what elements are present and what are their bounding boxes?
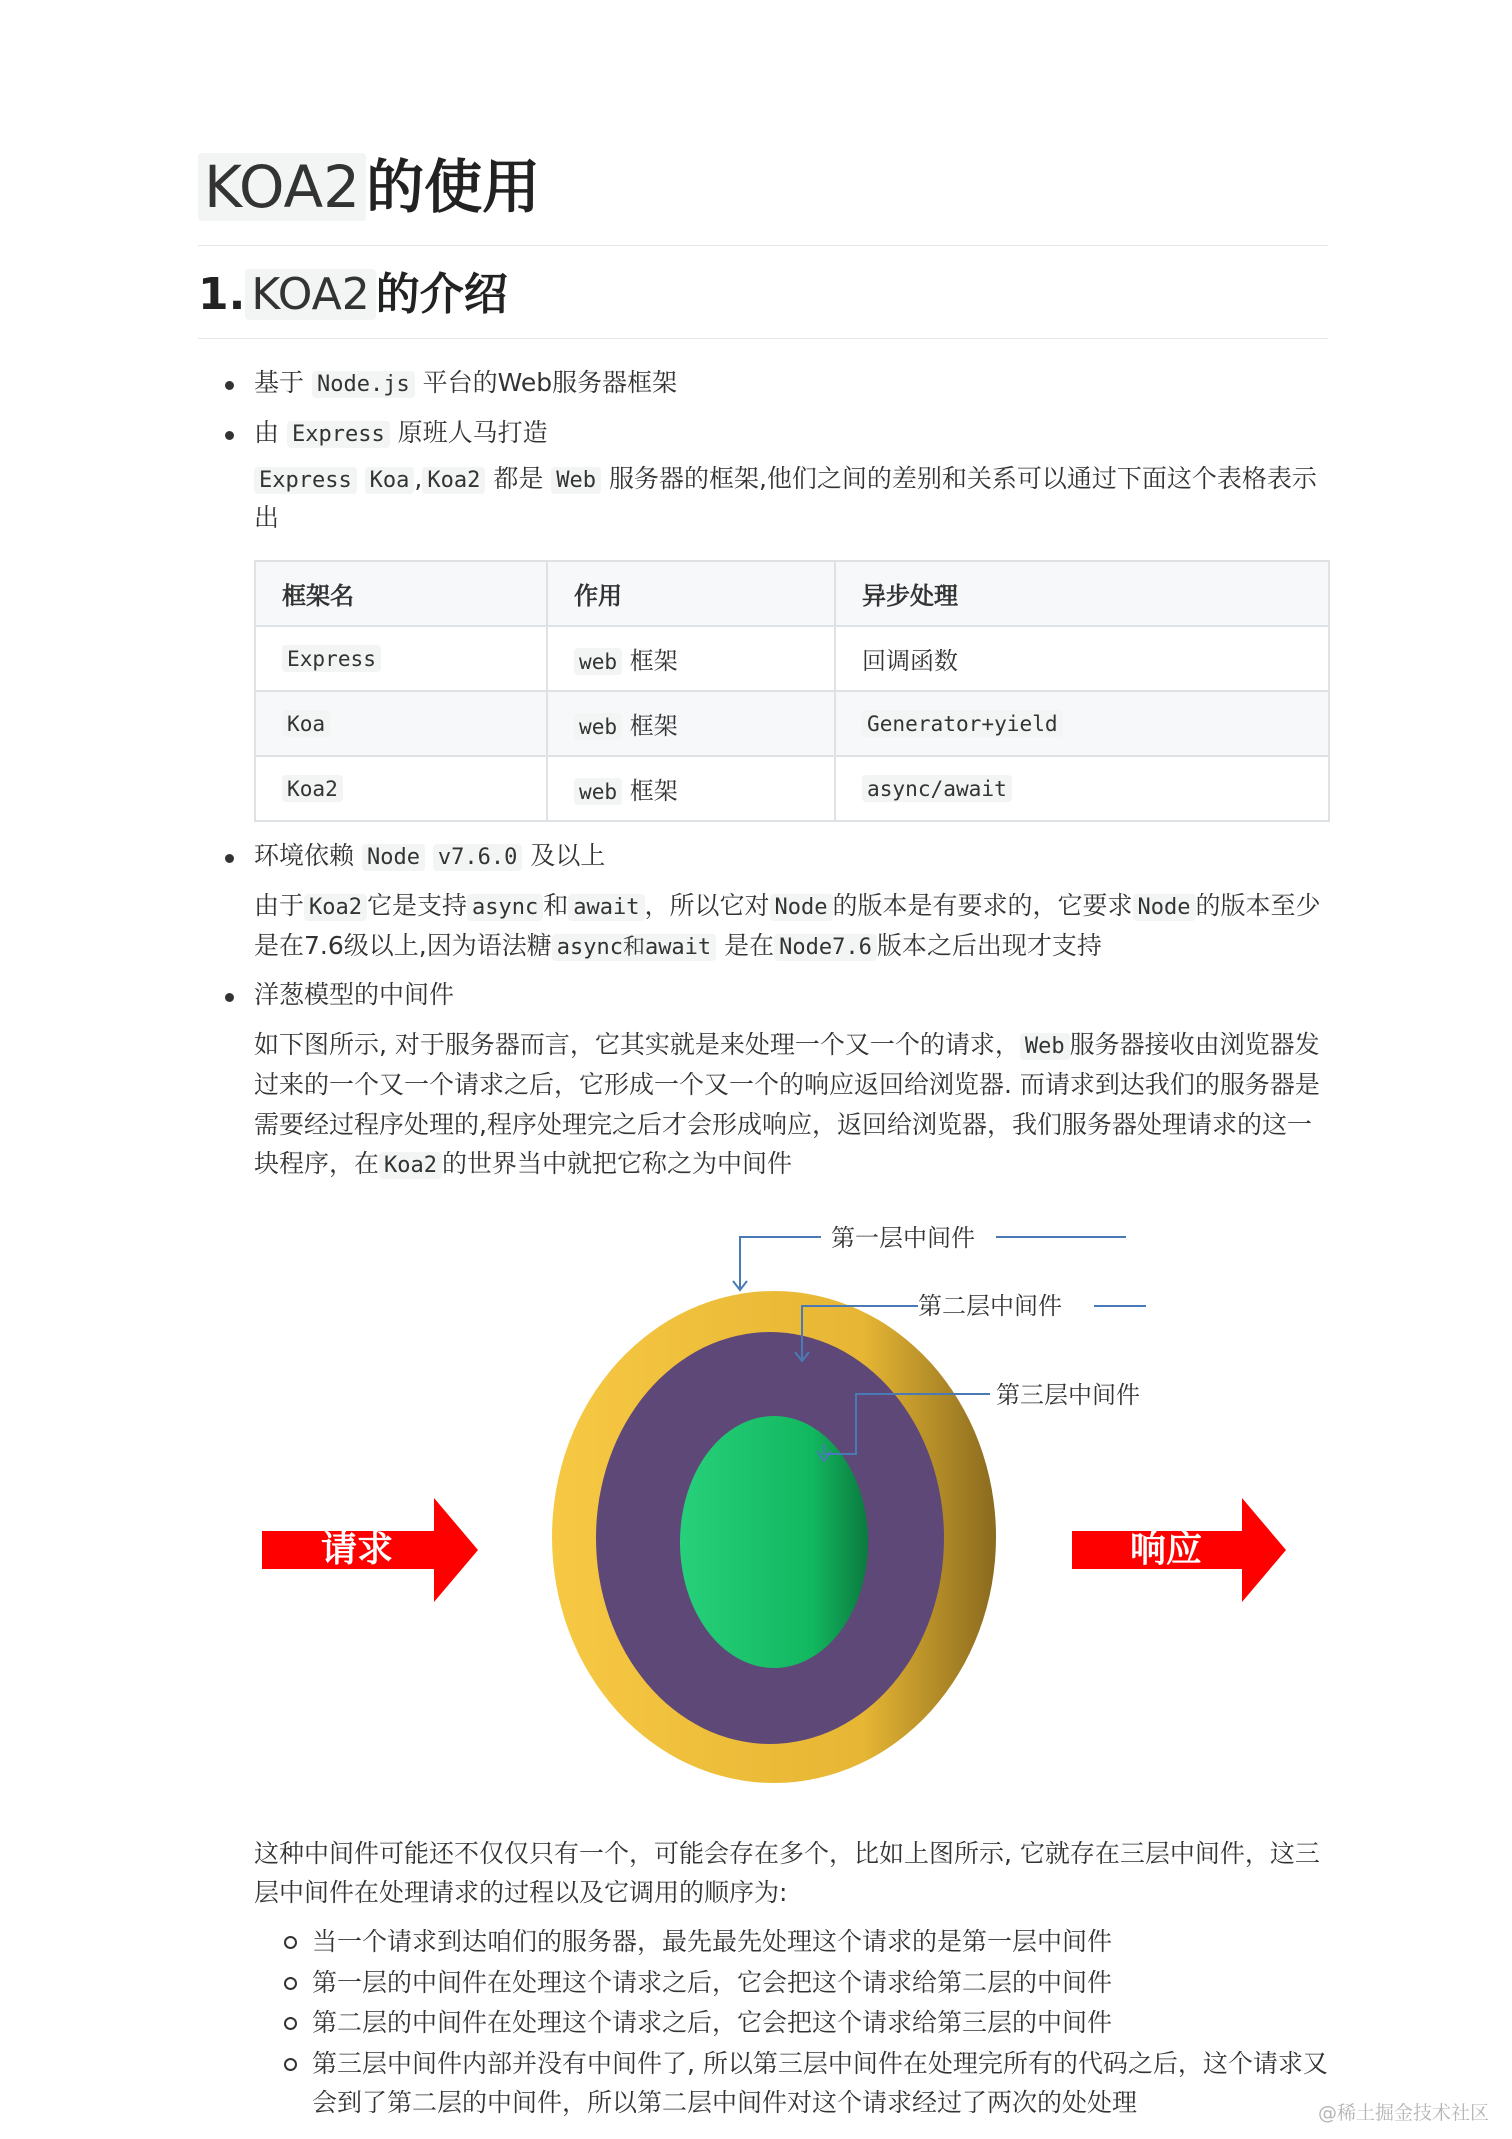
- inline-code: web: [574, 648, 622, 675]
- text: 和: [543, 890, 569, 920]
- inline-code: Express: [282, 645, 381, 672]
- list-item: 第二层的中间件在处理这个请求之后，它会把这个请求给第三层的中间件: [312, 2004, 1328, 2043]
- layer1-label: 第一层中间件: [831, 1223, 975, 1252]
- onion-paragraph: [254, 1025, 1328, 1184]
- inline-code: async/await: [862, 775, 1012, 802]
- layer3-label: 第三层中间件: [996, 1380, 1140, 1409]
- table-cell: [255, 626, 547, 691]
- section-text: 的介绍: [375, 269, 508, 321]
- section-code: KOA2: [245, 269, 375, 320]
- response-label: 响应: [1130, 1528, 1203, 1570]
- inline-code: Node: [362, 844, 425, 871]
- inline-code: Node: [1133, 894, 1196, 921]
- text: 它是支持: [367, 890, 468, 920]
- list-item: [198, 413, 1328, 453]
- inline-code: Web: [551, 467, 601, 494]
- request-label: 请求: [321, 1528, 394, 1570]
- watermark: @稀土掘金技术社区: [1318, 2102, 1490, 2124]
- text: 平台的Web服务器框架: [422, 367, 678, 397]
- order-list: [198, 1923, 1328, 2123]
- title-text: 的使用: [366, 153, 541, 221]
- table-cell: [547, 626, 835, 691]
- list-item: 当一个请求到达咱们的服务器，最先最先处理这个请求的是第一层中间件: [312, 1923, 1328, 1962]
- table-header: 框架名: [255, 561, 547, 626]
- table-cell: [255, 691, 547, 756]
- table-row: [255, 626, 1329, 691]
- after-figure-paragraph: 这种中间件可能还不仅仅只有一个，可能会存在多个，比如上图所示, 它就存在三层中间件，这三层中间件在处理请求的过程以及它调用的顺序为:: [254, 1838, 1320, 1908]
- text: 如下图所示, 对于服务器而言，它其实就是来处理一个又一个的请求，: [254, 1030, 1020, 1060]
- text: 框架: [629, 776, 678, 805]
- text: 基于: [254, 367, 305, 397]
- text: 及以上: [530, 840, 606, 870]
- text: 原班人马打造: [397, 417, 548, 447]
- title-code: KOA2: [198, 153, 366, 221]
- table-header: 作用: [547, 561, 835, 626]
- framework-table: [254, 560, 1330, 822]
- list-item: [198, 836, 1328, 876]
- inline-code: Node: [770, 894, 833, 921]
- table-cell: [547, 691, 835, 756]
- onion-list: [198, 975, 1328, 1015]
- onion-diagram: [196, 1204, 1326, 1814]
- inline-code: Koa2: [304, 894, 367, 921]
- table-header: 异步处理: [835, 561, 1329, 626]
- text: 由于: [254, 890, 305, 920]
- pointer-line-1b: [740, 1237, 821, 1288]
- text: ,: [414, 463, 423, 493]
- text: ，所以它对: [644, 890, 770, 920]
- layer2-label: 第二层中间件: [918, 1291, 1062, 1320]
- inline-code: Koa: [365, 467, 415, 494]
- text: 的世界当中就把它称之为中间件: [442, 1149, 793, 1179]
- text: 服务器接收由浏览器发过来的一个又一个请求之后，它形成一个又一个的响应返回给浏览器. 而请求到达我们的服务器是需要经过程序处理的,程序处理完之后才会形成响应，返回给浏览器，我们服务器处理请求的这一块程序，在: [254, 1030, 1320, 1179]
- inline-code: Koa2: [282, 775, 343, 802]
- text: 由: [254, 417, 280, 447]
- text: 的版本至少是在7.6级以上,因为语法糖: [254, 890, 1321, 960]
- text: 的版本是有要求的，它要求: [832, 890, 1133, 920]
- section-heading: [198, 266, 1328, 338]
- text: 框架: [629, 711, 678, 740]
- env-list: [198, 836, 1328, 876]
- table-cell: [547, 756, 835, 821]
- inline-code: v7.6.0: [433, 844, 522, 871]
- list-item: 第三层中间件内部并没有中间件了, 所以第三层中间件在处理完所有的代码之后，这个请求又会到了第二层的中间件，所以第二层中间件对这个请求经过了两次的处处理: [312, 2045, 1328, 2123]
- table-row: [255, 691, 1329, 756]
- inline-code: Node7.6: [774, 934, 877, 961]
- text: 洋葱模型的中间件: [254, 980, 455, 1010]
- inline-code: Generator+yield: [862, 710, 1063, 737]
- inline-code: await: [568, 894, 644, 921]
- text: 是在: [724, 930, 775, 960]
- inline-code: Node.js: [312, 371, 415, 398]
- list-item: [198, 975, 1328, 1015]
- framework-paragraph: [254, 459, 1328, 538]
- inline-code: async: [467, 894, 543, 921]
- inline-code: Koa2: [379, 1152, 442, 1179]
- env-paragraph: [254, 886, 1328, 966]
- inline-code: web: [574, 778, 622, 805]
- table-cell: [255, 756, 547, 821]
- text: 环境依赖: [254, 840, 355, 870]
- table-row: [255, 756, 1329, 821]
- onion-diagram-svg: [196, 1204, 1326, 1814]
- inline-code: web: [574, 713, 622, 740]
- intro-list: [198, 363, 1328, 453]
- text: 都是: [493, 463, 544, 493]
- text: 版本之后出现才支持: [876, 930, 1102, 960]
- page-title: [198, 150, 1328, 246]
- list-item: [198, 363, 1328, 403]
- text: 框架: [629, 646, 678, 675]
- inline-code: Express: [254, 467, 357, 494]
- inline-code: Koa2: [422, 467, 485, 494]
- text: 服务器的框架,他们之间的差别和关系可以通过下面这个表格表示出: [254, 463, 1317, 533]
- table-cell: [835, 691, 1329, 756]
- document: [198, 150, 1328, 2125]
- inline-code: Express: [287, 421, 390, 448]
- table-cell: [835, 756, 1329, 821]
- inline-code: Web: [1020, 1033, 1070, 1060]
- inline-code: async和await: [552, 934, 716, 961]
- section-prefix: 1.: [198, 269, 246, 321]
- list-item: 第一层的中间件在处理这个请求之后，它会把这个请求给第二层的中间件: [312, 1964, 1328, 2003]
- inline-code: Koa: [282, 710, 330, 737]
- table-cell: 回调函数: [835, 626, 1329, 691]
